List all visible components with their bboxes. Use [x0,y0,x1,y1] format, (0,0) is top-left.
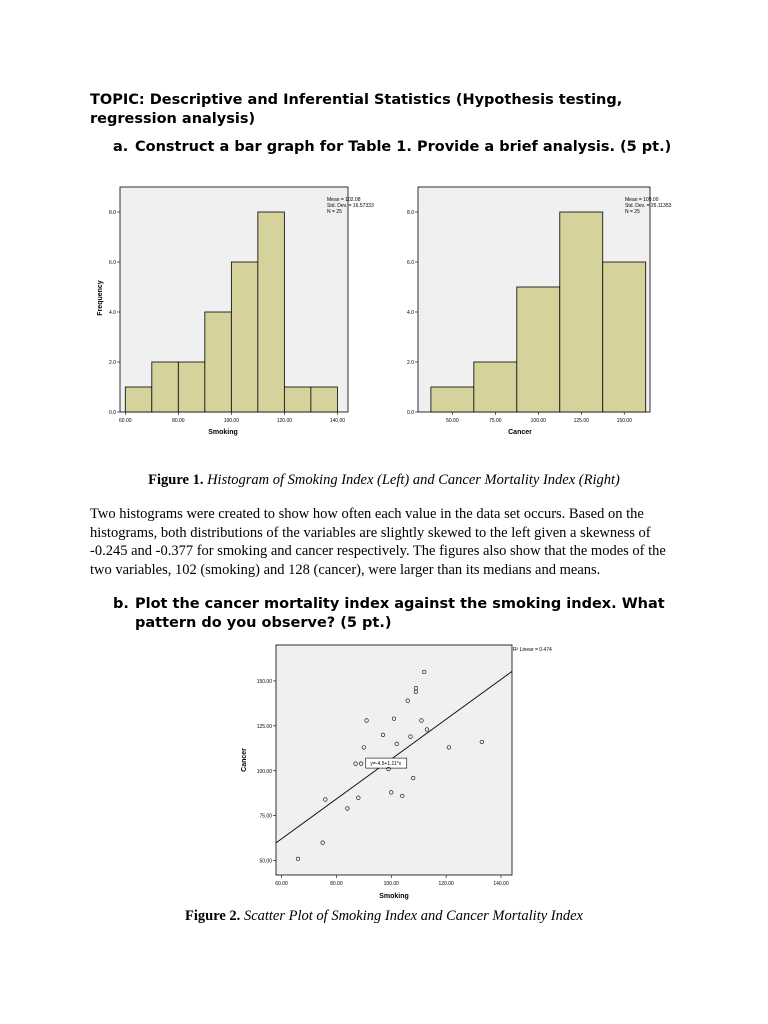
x-tick-label: 60.00 [119,418,132,424]
y-tick-label: 75.00 [259,813,272,820]
x-tick-label: 140.00 [493,881,509,887]
x-tick-label: 75.00 [489,418,502,424]
histogram-bar [258,212,285,412]
y-tick-label: 0.0 [109,410,116,416]
figure-2-caption [0,908,768,925]
question-b [113,595,673,633]
y-tick-label: 4.0 [407,310,414,316]
figure-1-label: Figure 1. [148,472,204,488]
r-squared-legend: R² Linear = 0.474 [513,647,552,653]
legend-std-dev: Std. Dev. = 16.57333 [327,203,374,209]
y-tick-label: 125.00 [256,723,272,730]
figure-1-caption [0,472,768,489]
x-tick-label: 125.00 [573,418,589,424]
histogram-bar [431,387,474,412]
smoking-histogram [90,183,390,443]
y-tick-label: 4.0 [109,310,116,316]
y-tick-label: 50.00 [259,858,272,865]
histogram-bar [205,312,232,412]
y-tick-label: 6.0 [407,260,414,266]
x-tick-label: 120.00 [438,881,454,887]
figure-2-label: Figure 2. [185,908,241,924]
question-a-text: Construct a bar graph for Table 1. Provide a brief analysis. (5 pt.) [135,139,672,155]
y-tick-label: 6.0 [109,260,116,266]
y-tick-label: 150.00 [256,678,272,685]
histogram-bar [125,387,152,412]
y-tick-label: 8.0 [109,210,116,216]
y-tick-label: 2.0 [407,360,414,366]
y-axis-title: Frequency [97,280,104,316]
cancer-histogram [390,183,690,443]
x-tick-label: 80.00 [330,881,343,887]
x-tick-label: 100.00 [530,418,546,424]
histogram-bar [517,287,560,412]
x-tick-label: 100.00 [383,881,399,887]
question-b-text: Plot the cancer mortality index against the smoking index. What pattern do you observe? (5 pt.) [135,596,665,631]
x-tick-label: 50.00 [446,418,459,424]
x-tick-label: 120.00 [276,418,293,424]
scatter-plot [236,640,576,904]
x-tick-label: 150.00 [616,418,632,424]
topic-heading: TOPIC: Descriptive and Inferential Statistics (Hypothesis testing, regression analysis) [90,92,623,127]
analysis-paragraph: Two histograms were created to show how often each value in the data set occurs. Based on the histograms, both distributions of the variables are slightly skewed to the left given a skewness of -0.245 and -0.377 for smoking and cancer respectively. The figures also show that the modes of the two variables, 102 (smoking) and 128 (cancer), were larger than its medians and means. [90,506,666,578]
x-axis-title: Smoking [379,893,409,900]
y-axis-title: Cancer [241,748,248,772]
figure-1-text: Histogram of Smoking Index (Left) and Cancer Mortality Index (Right) [207,472,620,488]
x-tick-label: 100.00 [223,418,239,424]
histogram-bar [178,362,205,412]
equation-label: y=-4.5+1.11*x [370,761,402,768]
legend-std-dev: Std. Dev. = 26.11353 [625,203,672,209]
histogram-bar [231,262,258,412]
histogram-bar [474,362,517,412]
histogram-bar [284,387,311,412]
histogram-bar [560,212,603,412]
x-tick-label: 60.00 [275,881,288,887]
x-axis-title: Smoking [208,429,238,436]
x-tick-label: 80.00 [172,418,185,424]
histogram-bar [603,262,646,412]
histogram-bar [311,387,338,412]
legend-mean: Mean = 102.08 [327,197,361,203]
y-tick-label: 100.00 [256,768,272,775]
histogram-bar [152,362,179,412]
figure-2-text: Scatter Plot of Smoking Index and Cancer Mortality Index [243,908,583,924]
y-tick-label: 2.0 [109,360,116,366]
y-tick-label: 0.0 [407,410,414,416]
legend-n: N = 25 [625,209,640,215]
question-b-letter: b. [113,596,129,612]
legend-n: N = 25 [327,209,342,215]
x-axis-title: Cancer [508,429,532,436]
legend-mean: Mean = 109.00 [625,197,659,203]
question-a-letter: a. [113,139,129,155]
x-tick-label: 140.00 [329,418,346,424]
question-a [113,138,671,157]
y-tick-label: 8.0 [407,210,414,216]
